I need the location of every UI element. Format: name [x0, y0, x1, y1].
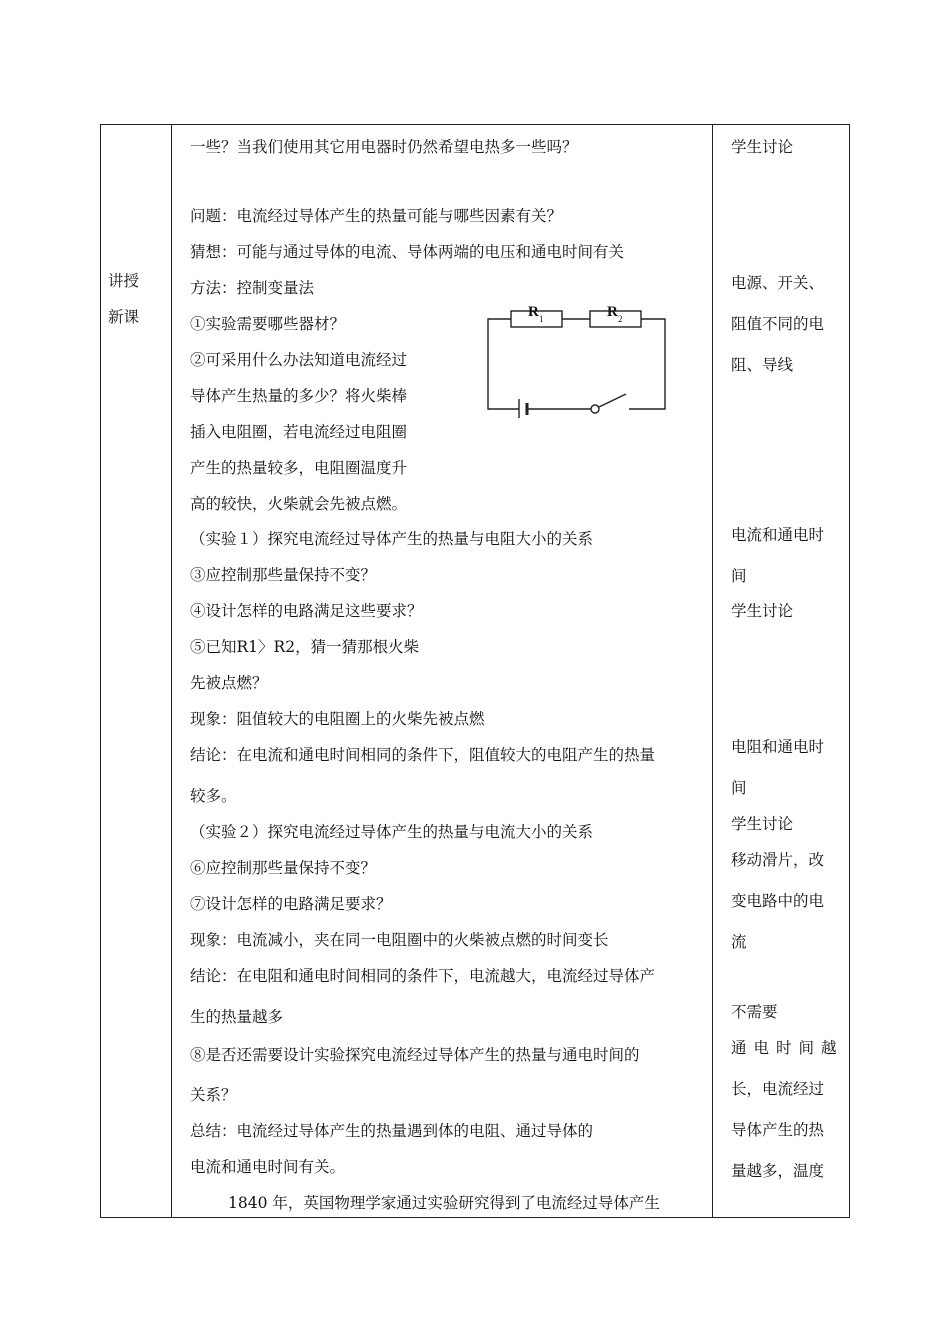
- note-line: 阻值不同的电: [731, 315, 825, 333]
- switch-pivot: [591, 405, 599, 413]
- main-line: ③应控制那些量保持不变？: [190, 566, 377, 584]
- note-line: 导体产生的热: [731, 1121, 825, 1139]
- main-line: 1840 年，英国物理学家通过实验研究得到了电流经过导体产生: [228, 1194, 660, 1212]
- note-line: 学生讨论: [731, 602, 794, 620]
- main-line: 方法：控制变量法: [190, 279, 315, 297]
- note-line: 流: [731, 933, 747, 951]
- main-line: 结论：在电阻和通电时间相同的条件下，电流越大，电流经过导体产: [190, 967, 656, 985]
- main-line: 现象：电流减小，夹在同一电阻圈中的火柴被点燃的时间变长: [190, 931, 609, 949]
- note-line: 量越多，温度: [731, 1162, 825, 1180]
- note-line: 学生讨论: [731, 815, 794, 833]
- r2-subscript: 2: [618, 314, 623, 324]
- note-line: 阻、导线: [731, 356, 794, 374]
- note-line: 间: [731, 567, 747, 585]
- main-line: 猜想：可能与通过导体的电流、导体两端的电压和通电时间有关: [190, 243, 625, 261]
- main-line: （实验１）探究电流经过导体产生的热量与电阻大小的关系: [190, 530, 594, 548]
- note-line: 长，电流经过: [731, 1080, 825, 1098]
- main-line: 插入电阻圈，若电流经过电阻圈: [190, 423, 408, 441]
- column-divider-2: [712, 124, 713, 1218]
- main-line: 一些？当我们使用其它用电器时仍然希望电热多一些吗？: [190, 138, 578, 156]
- main-line: 总结：电流经过导体产生的热量遇到体的电阻、通过导体的: [190, 1122, 594, 1140]
- main-line: 生的热量越多: [190, 1008, 284, 1026]
- main-line: 现象：阻值较大的电阻圈上的火柴先被点燃: [190, 710, 485, 728]
- main-line: ⑦设计怎样的电路满足要求？: [190, 895, 392, 913]
- note-line: 学生讨论: [731, 138, 794, 156]
- note-line: 电流和通电时: [731, 526, 825, 544]
- main-line: 关系？: [190, 1086, 237, 1104]
- main-line: 导体产生热量的多少？将火柴棒: [190, 387, 408, 405]
- main-line: 较多。: [190, 787, 237, 805]
- main-line: ⑧是否还需要设计实验探究电流经过导体产生的热量与通电时间的: [190, 1046, 640, 1064]
- r1-label: R: [528, 304, 539, 320]
- note-line: 移动滑片，改: [731, 851, 825, 869]
- r2-label: R: [607, 304, 618, 320]
- main-line: 问题：电流经过导体产生的热量可能与哪些因素有关？: [190, 207, 563, 225]
- main-line: 先被点燃？: [190, 674, 268, 692]
- column-divider-1: [171, 124, 172, 1218]
- main-line: 产生的热量较多，电阻圈温度升: [190, 459, 408, 477]
- switch-lever: [599, 394, 626, 407]
- circuit-wire-left: [488, 319, 519, 409]
- note-line: 间: [731, 779, 747, 797]
- main-line: ①实验需要哪些器材？: [190, 315, 346, 333]
- main-line: （实验２）探究电流经过导体产生的热量与电流大小的关系: [190, 823, 594, 841]
- note-line: 不需要: [731, 1003, 778, 1021]
- main-line: 高的较快，火柴就会先被点燃。: [190, 495, 408, 513]
- main-line: ⑤已知R1〉R2，猜一猜那根火柴: [190, 638, 420, 656]
- main-line: 结论：在电流和通电时间相同的条件下，阻值较大的电阻产生的热量: [190, 746, 656, 764]
- note-line: 电阻和通电时: [731, 738, 825, 756]
- main-line: ②可采用什么办法知道电流经过: [190, 351, 408, 369]
- note-line: 电源、开关、: [731, 274, 825, 292]
- note-line: 通电时间越: [731, 1039, 844, 1057]
- section-label-line-2: 新课: [108, 308, 140, 326]
- r1-subscript: 1: [539, 314, 544, 324]
- section-label-line-1: 讲授: [108, 272, 140, 290]
- circuit-diagram: [483, 298, 673, 418]
- main-line: ⑥应控制那些量保持不变？: [190, 859, 377, 877]
- circuit-wire-right: [629, 319, 665, 409]
- note-line: 变电路中的电: [731, 892, 825, 910]
- main-line: ④设计怎样的电路满足这些要求？: [190, 602, 423, 620]
- main-line: 电流和通电时间有关。: [190, 1158, 346, 1176]
